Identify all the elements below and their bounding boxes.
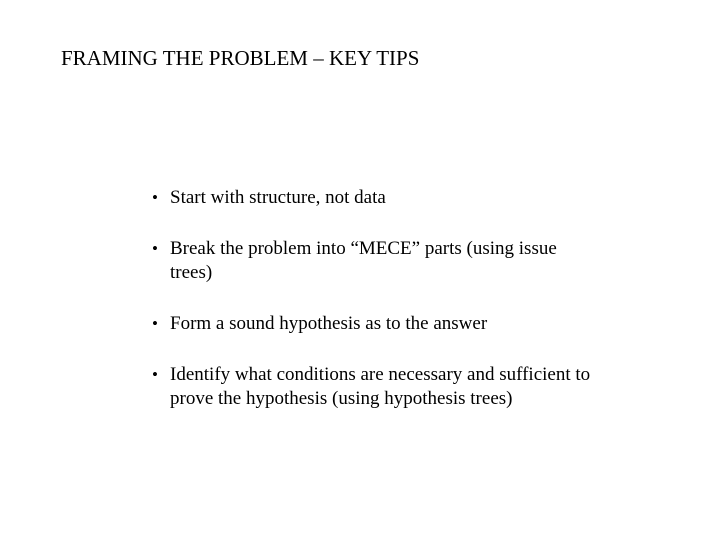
bullet-item-structure bbox=[152, 186, 592, 210]
bullet-list bbox=[152, 186, 592, 438]
bullet-item-hypothesis bbox=[152, 312, 592, 336]
bullet-item-mece bbox=[152, 237, 592, 285]
bullet-icon: • bbox=[152, 239, 158, 258]
bullet-text: Break the problem into “MECE” parts (using issue trees) bbox=[170, 238, 557, 283]
bullet-text: Identify what conditions are necessary and sufficient to prove the hypothesis (using hypothesis trees) bbox=[170, 364, 591, 409]
bullet-icon: • bbox=[152, 188, 158, 207]
bullet-icon: • bbox=[152, 314, 158, 333]
bullet-text: Form a sound hypothesis as to the answer bbox=[170, 313, 488, 334]
bullet-text: Start with structure, not data bbox=[170, 187, 386, 208]
slide-title: FRAMING THE PROBLEM – KEY TIPS bbox=[61, 46, 420, 70]
bullet-icon: • bbox=[152, 365, 158, 384]
bullet-item-conditions bbox=[152, 363, 592, 411]
